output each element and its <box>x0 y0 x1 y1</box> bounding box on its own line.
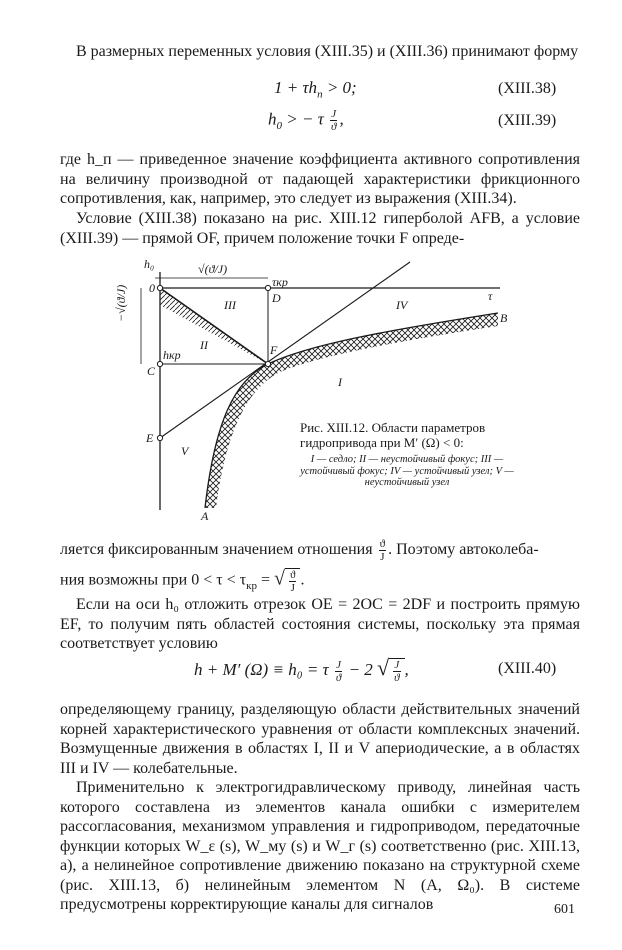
region-i: I <box>338 375 342 389</box>
label-o: 0 <box>149 281 155 295</box>
point-f <box>265 361 270 366</box>
label-e: E <box>146 431 154 445</box>
paragraph-6: определяющему границу, разделяющую области действительных значений корней характеристического уравнения от области комплексных значений. Возмущенные движения в областях I, II и V апериодические, а в областях III и IV — колебательные. <box>60 701 580 777</box>
equation-40: h + M′ (Ω) ≡ h₀ = τ $\frac{J}{ϑ}$ − 2 √ $\frac{J}{ϑ}$ , <box>194 655 409 685</box>
label-f: F <box>270 343 278 357</box>
eq40-fraction-2: $\frac{J}{ϑ}$ <box>394 659 400 685</box>
point-d <box>265 285 270 290</box>
label-tau-kr: τкр <box>272 275 288 289</box>
region-ii: II <box>200 338 208 352</box>
label-h-kr: hкр <box>163 348 181 362</box>
point-e <box>157 435 162 440</box>
figure-legend: I — седло; II — неустойчивый фокус; III — устойчивый фокус; IV — устойчивый узел; V — неустойчивый узел <box>300 454 514 488</box>
equation-39: $h_0$ > − τ $\frac{J}{ϑ}$ , <box>268 108 344 133</box>
paragraph-5: Если на оси h₀ отложить отрезок OE = 2OC = 2DF и построить прямую EF, то получим пять областей состояния системы, поскольку эта прямая соответствует условию <box>60 596 580 652</box>
region-iii: III <box>224 298 236 312</box>
label-tau: τ <box>488 289 493 303</box>
paragraph-1: где h_п — приведенное значение коэффициента активного сопротивления на величину производной от падающей характеристики фрикционного сопротивления, как, например, это следует из выражения (XIII.34). <box>60 151 580 207</box>
label-a: A <box>201 509 209 523</box>
label-c: C <box>147 364 156 378</box>
label-sqrt-top: √(ϑ/J) <box>198 262 228 276</box>
page-number: 601 <box>554 902 575 917</box>
equation-40-number: (XIII.40) <box>498 660 557 677</box>
equation-39-number: (XIII.39) <box>498 112 557 129</box>
eq40-fraction-1: $\frac{J}{ϑ}$ <box>335 658 342 684</box>
figure-caption: Рис. XIII.12. Области параметров гидропривода при M′ (Ω) < 0: <box>300 420 486 450</box>
label-b: B <box>500 311 508 325</box>
paragraph-7: Применительно к электрогидравлическому приводу, линейная часть которого составлена из элементов канала ошибки с измерителем рассогласования, механизмом управления и гидроприводом, передаточные функции которых W_ε (s), W_му (s) и W_г (s) соответственно (рис. XIII.13, а), а нелинейное сопротивление движению показано на структурной схеме (рис. XIII.13, б) нелинейным элементом N (A, Ω₀). В системе предусмотрены корректирующие каналы для сигналов <box>60 779 580 913</box>
label-sqrt-left: −√(ϑ/J) <box>114 284 128 322</box>
region-iv: IV <box>396 298 408 312</box>
point-o <box>157 285 162 290</box>
point-c <box>157 361 162 366</box>
para4-fraction: $\frac{ϑ}{J}$ <box>290 569 296 594</box>
intro-text: В размерных переменных условия (XIII.35) и (XIII.36) принимают форму <box>76 43 579 60</box>
region-v: V <box>181 444 189 458</box>
label-h0: h₀ <box>144 257 155 271</box>
eq39-fraction: $\frac{J}{ϑ}$ <box>331 108 337 133</box>
paragraph-3: ляется фиксированным значением отношения $\frac{ϑ}{J}$ . Поэтому автоколеба- <box>60 538 539 563</box>
equation-38-number: (XIII.38) <box>498 80 557 97</box>
paragraph-4: ния возможны при $0 < \tau < \tau_{кр}$ = √ $\frac{ϑ}{J}$ . <box>60 567 305 594</box>
equation-38: $1 + \tau h_п > 0$; <box>274 78 357 101</box>
para3-fraction: $\frac{ϑ}{J}$ <box>379 538 386 563</box>
label-d: D <box>272 291 281 305</box>
paragraph-2: Условие (XIII.38) показано на рис. XIII.12 гиперболой AFB, а условие (XIII.39) — прямой OF, причем положение точки F опреде- <box>60 210 580 247</box>
